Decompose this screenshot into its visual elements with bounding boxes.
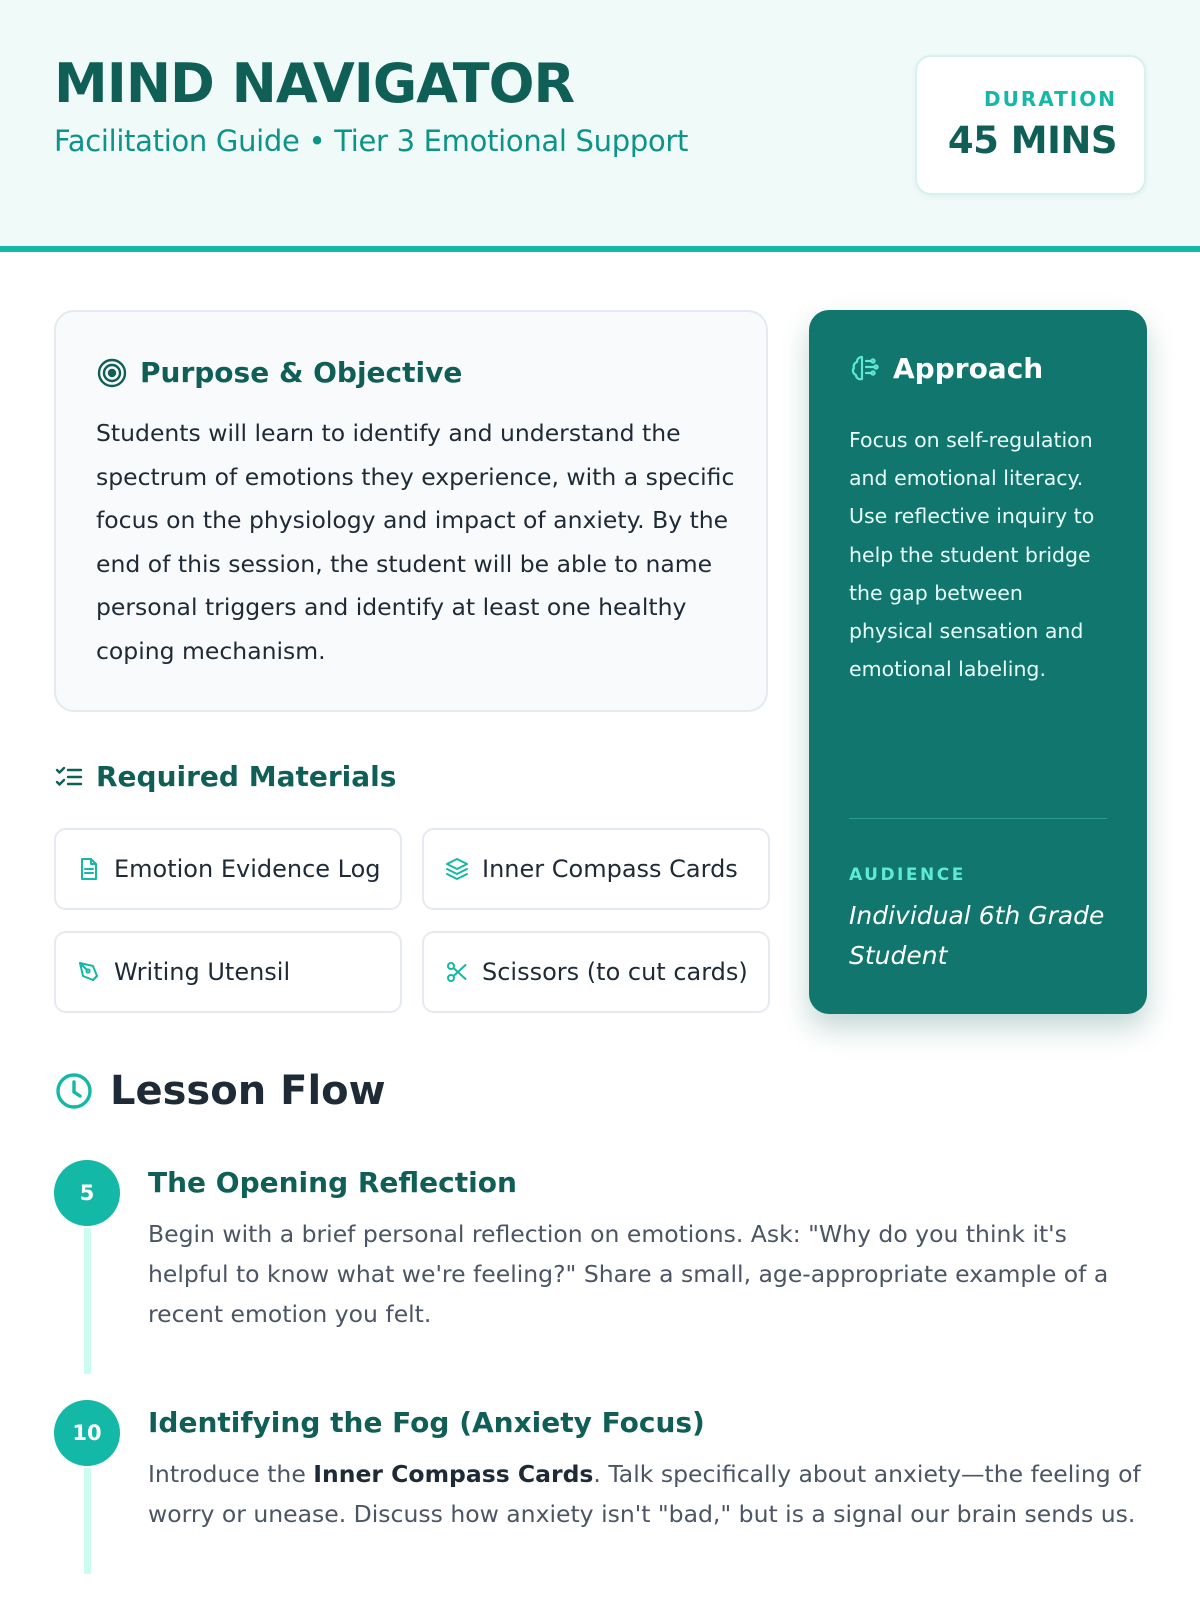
duration-value: 45 MINS	[947, 119, 1117, 162]
timeline-line	[84, 1228, 91, 1374]
page-subtitle: Facilitation Guide • Tier 3 Emotional Support	[54, 124, 689, 158]
approach-text: Focus on self-regulation and emotional literacy. Use reflective inquiry to help the student bridge the gap between physical sensation and emotional labeling.	[849, 428, 1095, 682]
purpose-heading-label: Purpose & Objective	[140, 356, 463, 389]
layers-icon	[444, 856, 470, 882]
pen-icon	[76, 959, 102, 985]
lesson-flow-heading	[54, 1068, 386, 1114]
material-item	[422, 828, 770, 910]
scissors-icon	[444, 959, 470, 985]
material-item	[54, 931, 402, 1013]
audience-value: Individual 6th Grade Student	[849, 901, 1105, 970]
audience-label: AUDIENCE	[849, 865, 966, 885]
material-item	[54, 828, 402, 910]
checklist-icon	[54, 762, 84, 792]
step-title: The Opening Reflection	[148, 1166, 517, 1199]
step-text-highlight: Inner Compass Cards	[313, 1460, 594, 1488]
target-icon	[96, 357, 128, 389]
step-title: Identifying the Fog (Anxiety Focus)	[148, 1406, 705, 1439]
approach-divider	[849, 818, 1107, 819]
step-text-part: Introduce the	[148, 1460, 314, 1488]
purpose-card	[54, 310, 768, 712]
approach-heading	[849, 352, 1043, 385]
step-minutes-badge: 10	[54, 1400, 120, 1466]
approach-card	[809, 310, 1147, 1014]
materials-heading	[54, 760, 396, 793]
materials-heading-label: Required Materials	[96, 760, 397, 793]
page-title: MIND NAVIGATOR	[54, 52, 575, 115]
timeline-line	[84, 1468, 91, 1574]
material-label: Emotion Evidence Log	[114, 855, 381, 883]
clock-icon	[54, 1071, 94, 1111]
material-label: Scissors (to cut cards)	[482, 958, 748, 986]
step-text: Begin with a brief personal reflection on emotions. Ask: "Why do you think it's helpful to know what we're feeling?" Share a small, age-appropriate example of a recent emotion you felt.	[148, 1220, 1109, 1328]
lesson-flow-heading-label: Lesson Flow	[110, 1068, 386, 1114]
material-label: Inner Compass Cards	[482, 855, 738, 883]
document-icon	[76, 856, 102, 882]
material-item	[422, 931, 770, 1013]
step-text	[148, 1454, 1148, 1534]
step-minutes-badge: 5	[54, 1160, 120, 1226]
purpose-text: Students will learn to identify and understand the spectrum of emotions they experience, with a specific focus on the physiology and impact of anxiety. By the end of this session, the student will be able to name personal triggers and identify at least one healthy coping mechanism.	[96, 419, 735, 665]
material-label: Writing Utensil	[114, 958, 291, 986]
duration-label: DURATION	[984, 87, 1117, 111]
duration-badge	[915, 55, 1146, 195]
purpose-heading	[96, 356, 462, 389]
step-text-part: . Talk specifically about anxiety—the feeling of worry or unease. Discuss how anxiety isn't "bad," but is a signal our brain sends us.	[148, 1460, 1141, 1528]
brain-icon	[849, 353, 881, 385]
page-header	[0, 0, 1200, 252]
approach-heading-label: Approach	[893, 352, 1044, 385]
